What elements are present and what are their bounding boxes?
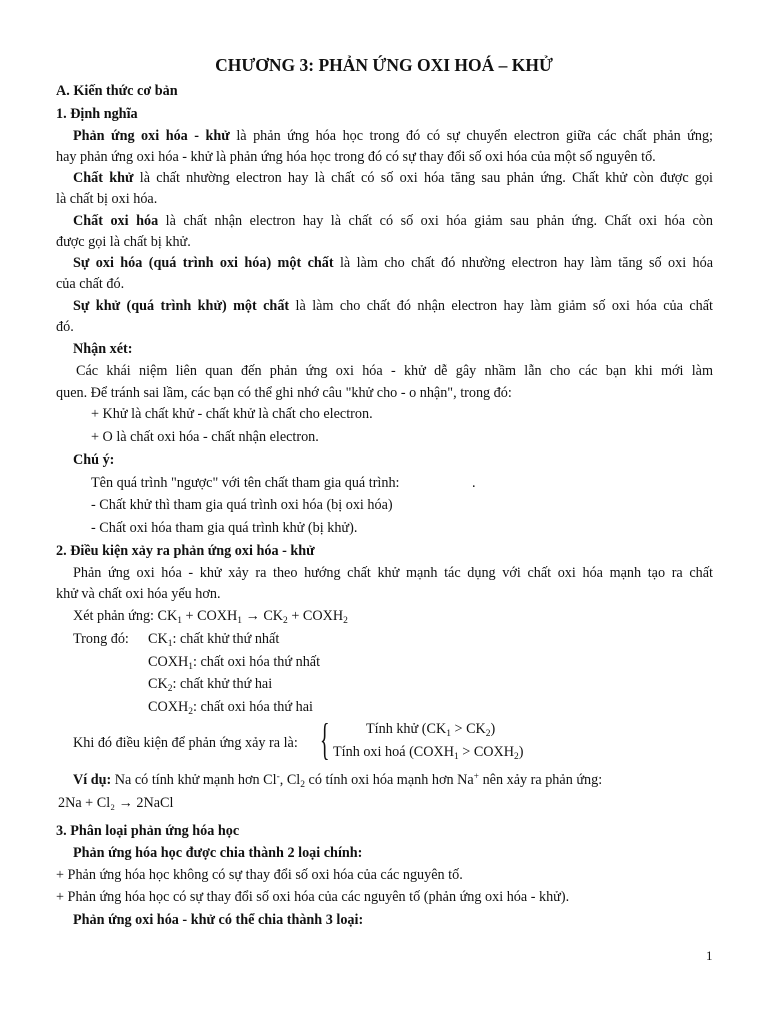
remark-line1 <box>56 362 713 380</box>
remark-bullet-2: + O là chất oxi hóa - chất nhận electron. <box>91 429 319 445</box>
def-oxidation-text: là làm cho chất đó nhường electron hay làm tăng số oxi hóa <box>333 255 714 271</box>
page-number: 1 <box>706 948 713 963</box>
example-text-a: Na có tính khử mạnh hơn Cl <box>111 772 277 788</box>
remark-bullet-1: + Khử là chất khử - chất khử là chất cho electron. <box>91 406 373 422</box>
where-label: Trong đó: <box>73 631 129 647</box>
reaction-general: Xét phản ứng: $CK_1$ + $COXH_1 \to CK_2$ + $COXH_2$ <box>73 608 348 626</box>
remark-text-1: Các khái niệm liên quan đến phản ứng oxi hóa - khử dễ gây nhầm lẫn cho các bạn khi mới làm <box>76 363 713 379</box>
def-reduction-line2: đó. <box>56 319 74 335</box>
term-reduction: Sự khử (quá trình khử) một chất <box>73 298 290 314</box>
example-equation: 2Na + Cl₂ → 2NaCl <box>58 795 174 811</box>
remark-label: Nhận xét: <box>73 341 133 357</box>
def-ck2-text: : chất khử thứ hai <box>172 676 273 692</box>
example-text-d: nên xảy ra phản ứng: <box>479 772 603 788</box>
def-oxidizer-line1 <box>56 212 713 230</box>
term-oxidation: Sự oxi hóa (quá trình oxi hóa) một chất <box>73 255 334 271</box>
section-2-heading: 2. Điều kiện xảy ra phản ứng oxi hóa - khử <box>56 543 315 559</box>
condition-line1 <box>56 564 713 582</box>
condition-text-1: Phản ứng oxi hóa - khử xảy ra theo hướng chất khử mạnh tác dụng với chất oxi hóa mạnh tạo ra chất <box>73 565 713 581</box>
curly-brace: { <box>320 715 330 764</box>
def-reducer-line2: là chất bị oxi hóa. <box>56 191 158 207</box>
example-label: Ví dụ: <box>73 772 112 788</box>
note-bullet-2: - Chất oxi hóa tham gia quá trình khử (bị khử). <box>91 520 358 536</box>
def-ck1-text: : chất khử thứ nhất <box>172 631 280 647</box>
remark-line2: quen. Để tránh sai lầm, các bạn có thể ghi nhớ câu "khử cho - o nhận", trong đó: <box>56 385 512 401</box>
note-label: Chú ý: <box>73 452 115 468</box>
classification-bullet-2: + Phản ứng hóa học có sự thay đổi số oxi hóa của các nguyên tố (phản ứng oxi hóa - khử). <box>56 889 570 905</box>
def-ck1: $CK_1$: chất khử thứ nhất <box>148 631 280 649</box>
condition-intro: Khi đó điều kiện để phản ứng xảy ra là: <box>73 735 298 751</box>
condition-line2: khử và chất oxi hóa yếu hơn. <box>56 586 221 602</box>
def-oxidation-line1 <box>56 254 713 272</box>
note-line1: Tên quá trình "ngược" với tên chất tham gia quá trình: <box>91 475 400 491</box>
term-redox: Phản ứng oxi hóa - khử <box>73 128 230 144</box>
def-coxh2-text: : chất oxi hóa thứ hai <box>192 699 313 715</box>
term-oxidizer: Chất oxi hóa <box>73 213 159 229</box>
condition-oxidizing-label: Tính oxi hoá <box>333 744 406 760</box>
example-text-c: có tính oxi hóa mạnh hơn Na <box>305 772 474 788</box>
classification-subheading-1: Phản ứng hóa học được chia thành 2 loại chính: <box>73 845 363 861</box>
def-coxh2: $COXH_2$: chất oxi hóa thứ hai <box>148 699 313 717</box>
def-redox-text: là phản ứng hóa học trong đó có sự chuyển electron giữa các chất phản ứng; <box>229 128 714 144</box>
example-line: Ví dụ: Na có tính khử mạnh hơn Cl-, $Cl_2$ có tính oxi hóa mạnh hơn Na+ nên xảy ra phản ứng: <box>73 772 603 790</box>
def-reduction-text: là làm cho chất đó nhận electron hay làm giảm số oxi hóa của chất <box>289 298 713 314</box>
section-a-heading: A. Kiến thức cơ bản <box>56 83 178 99</box>
def-coxh1-text: : chất oxi hóa thứ nhất <box>192 654 321 670</box>
def-reducer-text: là chất nhường electron hay là chất có số oxi hóa tăng sau phản ứng. Chất khử còn được gọi <box>133 170 713 186</box>
def-coxh1: $COXH_1$: chất oxi hóa thứ nhất <box>148 654 321 672</box>
section-1-heading: 1. Định nghĩa <box>56 106 138 122</box>
def-ck2: $CK_2$: chất khử thứ hai <box>148 676 273 694</box>
condition-reducing-label: Tính khử <box>366 721 419 737</box>
section-3-heading: 3. Phân loại phản ứng hóa học <box>56 823 240 839</box>
def-reducer-line1 <box>56 169 713 187</box>
def-oxidation-line2: của chất đó. <box>56 276 125 292</box>
condition-reducing: Tính khử $(CK_1 > CK_2)$ <box>366 721 496 739</box>
def-oxidizer-text: là chất nhận electron hay là chất có số oxi hóa giảm sau phản ứng. Chất oxi hóa còn <box>158 213 713 229</box>
classification-bullet-1: + Phản ứng hóa học không có sự thay đổi số oxi hóa của các nguyên tố. <box>56 867 463 883</box>
def-redox-line2: hay phản ứng oxi hóa - khử là phản ứng hóa học trong đó có sự thay đổi số oxi hóa của một số nguyên tố. <box>56 149 656 165</box>
reaction-intro: Xét phản ứng: <box>73 608 158 624</box>
page-title: CHƯƠNG 3: PHẢN ỨNG OXI HOÁ – KHỬ <box>215 55 553 75</box>
condition-oxidizing: Tính oxi hoá ($COXH_1$ > $COXH_2$) <box>333 744 524 762</box>
note-dot: . <box>472 475 476 491</box>
classification-subheading-2: Phản ứng oxi hóa - khử có thể chia thành 3 loại: <box>73 912 364 928</box>
def-oxidizer-line2: được gọi là chất bị khử. <box>56 234 191 250</box>
def-reduction-line1 <box>56 297 713 315</box>
example-text-b: , Cl <box>279 772 301 788</box>
def-redox-line1 <box>56 127 713 145</box>
note-bullet-1: - Chất khử thì tham gia quá trình oxi hóa (bị oxi hóa) <box>91 497 393 513</box>
term-reducer: Chất khử <box>73 170 134 186</box>
